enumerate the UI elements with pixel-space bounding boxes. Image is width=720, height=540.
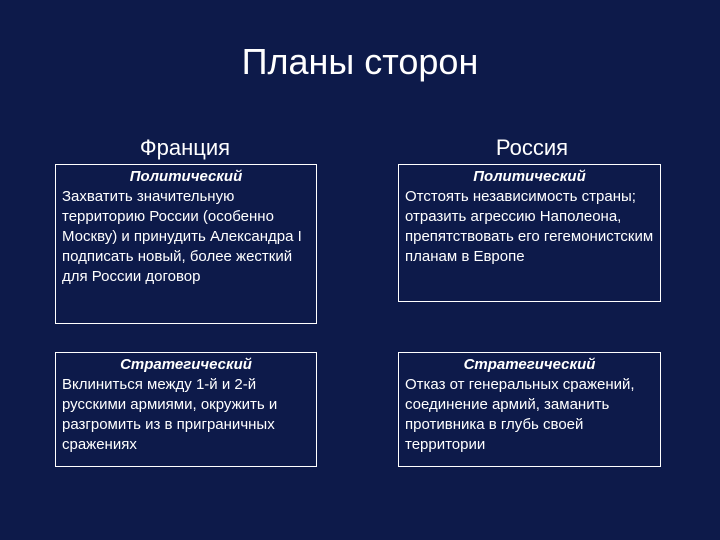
slide-title: Планы сторон	[241, 41, 479, 82]
column-heading-russia: Россия	[495, 135, 569, 160]
france-strategic-box	[55, 352, 317, 467]
russia-strategic-heading: Стратегический	[463, 356, 596, 373]
russia-strategic-box	[398, 352, 661, 467]
france-strategic-text: Вклиниться между 1-й и 2-й русскими армиями, окружить и разгромить из в приграничных сражениях	[62, 376, 278, 453]
russia-strategic-text: Отказ от генеральных сражений, соединение армий, заманить противника в глубь своей территории	[405, 376, 635, 453]
russia-political-heading: Политический	[473, 168, 586, 185]
russia-political-box	[398, 164, 661, 302]
column-heading-france: Франция	[139, 135, 231, 160]
france-strategic-heading: Стратегический	[120, 356, 252, 373]
russia-political-text: Отстоять независимость страны; отразить агрессию Наполеона, препятствовать его гегемонистским планам в Европе	[405, 188, 654, 265]
france-political-box	[55, 164, 317, 324]
france-political-heading: Политический	[129, 168, 243, 185]
france-political-text: Захватить значительную территорию России (особенно Москву) и принудить Александра I подписать новый, более жесткий для России договор	[62, 188, 302, 285]
